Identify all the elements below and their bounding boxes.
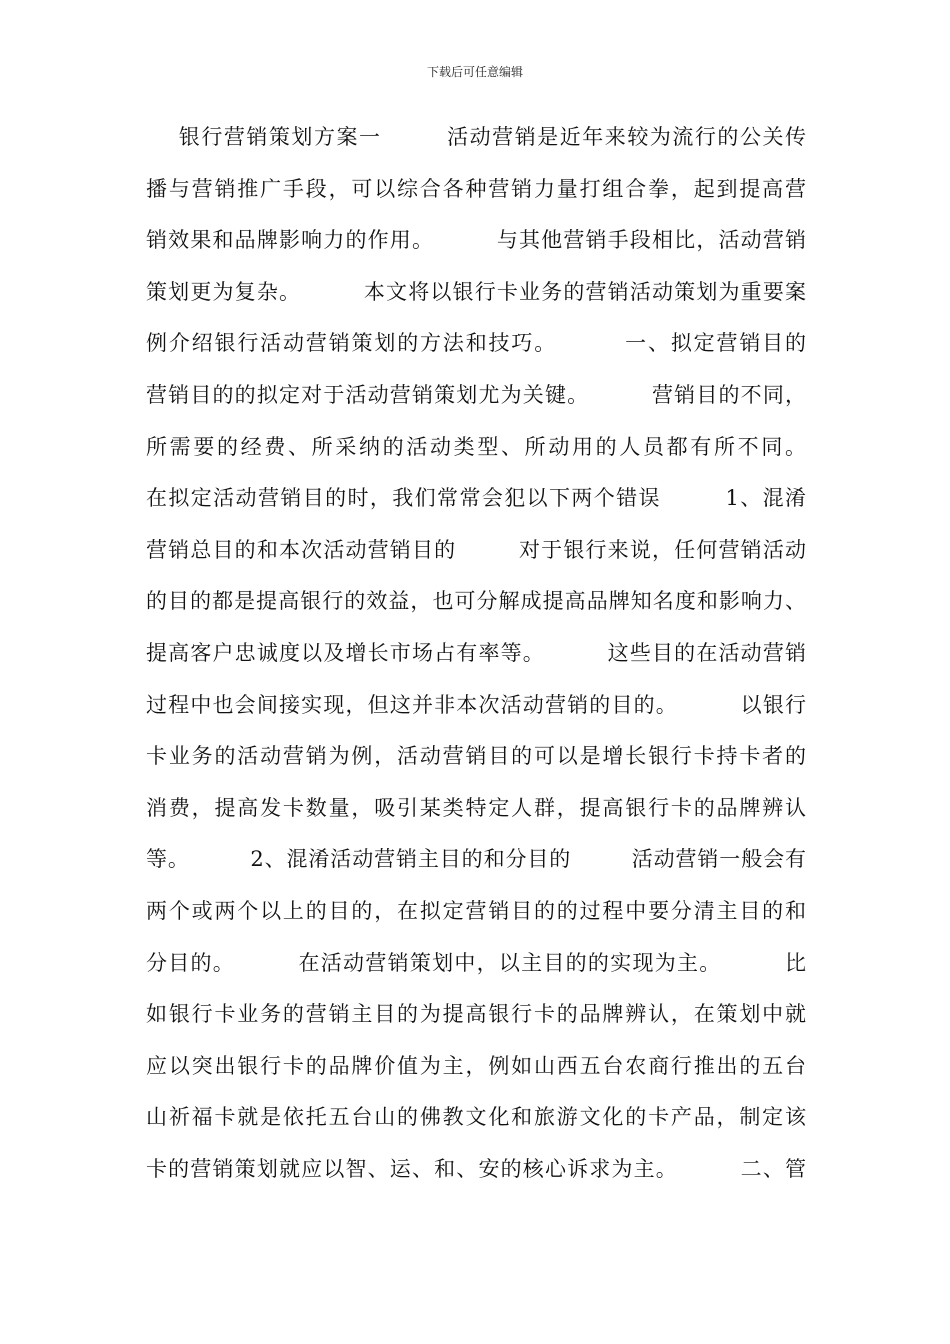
body-line-4: 策划更为复杂。 本文将以银行卡业务的营销活动策划为重要案	[146, 279, 806, 304]
body-line-17: 分目的。 在活动营销策划中，以主目的的实现为主。 比	[146, 950, 806, 975]
body-line-19: 应以突出银行卡的品牌价值为主，例如山西五台农商行推出的五台	[146, 1053, 806, 1078]
body-line-12: 过程中也会间接实现，但这并非本次活动营销的目的。 以银行	[146, 692, 806, 717]
body-line-9: 营销总目的和本次活动营销目的 对于银行来说，任何营销活动	[146, 537, 806, 562]
body-line-14: 消费，提高发卡数量，吸引某类特定人群，提高银行卡的品牌辨认	[146, 795, 806, 820]
body-line-18: 如银行卡业务的营销主目的为提高银行卡的品牌辨认，在策划中就	[146, 1002, 806, 1027]
body-line-1: 银行营销策划方案一 活动营销是近年来较为流行的公关传	[146, 125, 806, 149]
page-header-note: 下载后可任意编辑	[426, 65, 523, 79]
body-line-2: 播与营销推广手段，可以综合各种营销力量打组合拳，起到提高营	[146, 176, 806, 201]
body-line-15: 等。 2、混淆活动营销主目的和分目的 活动营销一般会有	[146, 847, 806, 872]
body-line-7: 所需要的经费、所采纳的活动类型、所动用的人员都有所不同。	[146, 434, 806, 459]
body-line-20: 山祈福卡就是依托五台山的佛教文化和旅游文化的卡产品，制定该	[146, 1105, 806, 1130]
body-line-16: 两个或两个以上的目的，在拟定营销目的的过程中要分清主目的和	[146, 898, 806, 923]
body-line-6: 营销目的的拟定对于活动营销策划尤为关键。 营销目的不同，	[146, 382, 806, 407]
body-line-21: 卡的营销策划就应以智、运、和、安的核心诉求为主。 二、管	[146, 1156, 806, 1181]
document-body	[146, 116, 806, 1199]
body-line-10: 的目的都是提高银行的效益，也可分解成提高品牌知名度和影响力、	[146, 589, 806, 614]
body-line-11: 提高客户忠诚度以及增长市场占有率等。 这些目的在活动营销	[146, 640, 806, 665]
body-line-5: 例介绍银行活动营销策划的方法和技巧。 一、拟定营销目的	[146, 331, 806, 356]
body-line-8: 在拟定活动营销目的时，我们常常会犯以下两个错误 1、混淆	[146, 486, 806, 511]
body-line-13: 卡业务的活动营销为例，活动营销目的可以是增长银行卡持卡者的	[146, 744, 806, 769]
body-line-3: 销效果和品牌影响力的作用。 与其他营销手段相比，活动营销	[146, 228, 806, 253]
